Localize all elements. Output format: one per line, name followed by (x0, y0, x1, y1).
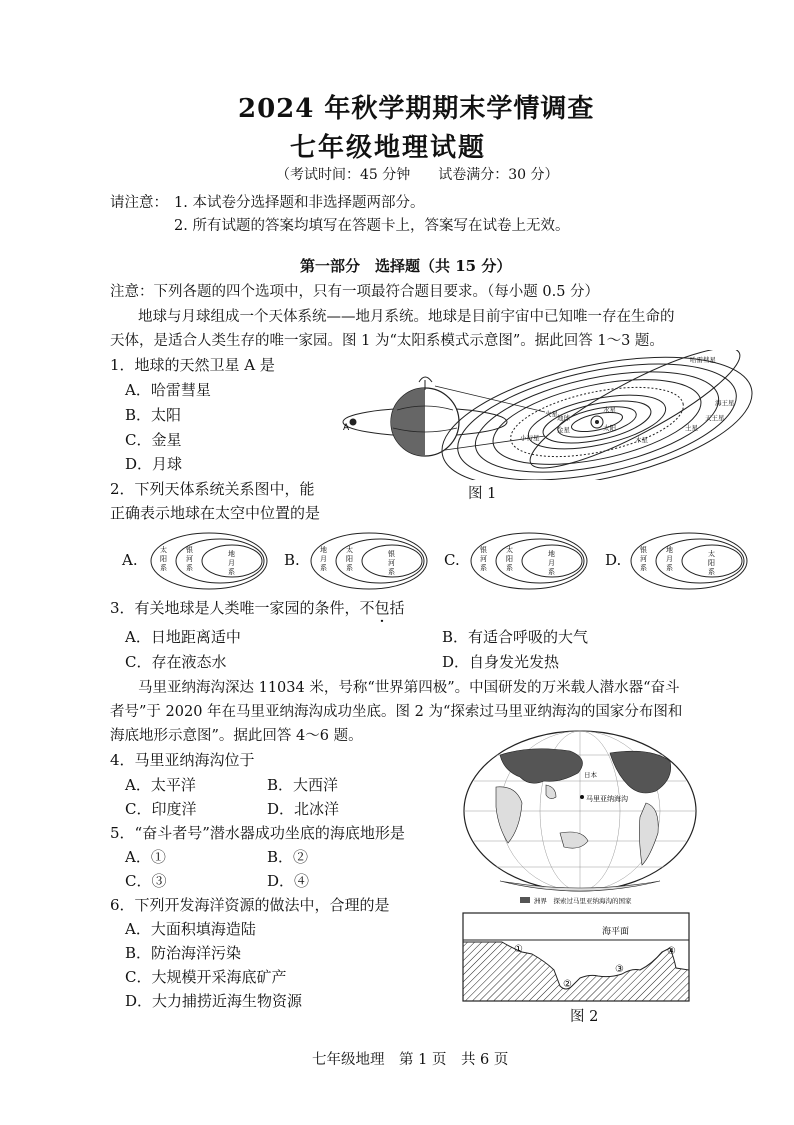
q2-diagram-b (308, 530, 430, 592)
q2-diagram-c (468, 530, 590, 592)
q4-option-a[interactable]: A．太平洋 (125, 776, 196, 794)
q2-option-c[interactable]: C. (444, 551, 460, 569)
notice-item-2: 2. 所有试题的答案均填写在答题卡上，答案写在试卷上无效。 (174, 218, 570, 234)
page-footer: 七年级地理 第 1 页 共 6 页 (312, 1052, 509, 1068)
map-legend: 洲界 探索过马里亚纳海沟的国家 (534, 897, 632, 905)
svg-text:地月系: 地月系 (548, 550, 555, 576)
mark-1: ① (514, 944, 523, 955)
q3-option-c[interactable]: C．存在液态水 (125, 653, 227, 671)
notice-label: 请注意： (110, 195, 168, 211)
q6-stem: 6．下列开发海洋资源的做法中，合理的是 (110, 896, 390, 914)
mark-3: ③ (615, 964, 624, 975)
q4-stem: 4．马里亚纳海沟位于 (110, 751, 255, 769)
label-halley: 哈雷彗星 (690, 356, 716, 364)
q4-option-d[interactable]: D．北冰洋 (267, 800, 340, 818)
q6-option-b[interactable]: B．防治海洋污染 (125, 944, 242, 962)
q6-option-c[interactable]: C．大规模开采海底矿产 (125, 968, 287, 986)
q3-stem (110, 597, 405, 618)
q1-option-d[interactable]: D．月球 (125, 455, 183, 473)
legend-swatch (520, 897, 530, 903)
q1-option-a[interactable]: A．哈雷彗星 (125, 381, 211, 399)
label-neptune: 海王星 (715, 399, 735, 407)
q5-option-b[interactable]: B．② (267, 848, 309, 866)
svg-text:太阳系: 太阳系 (506, 546, 513, 572)
passage2-line1: 马里亚纳海沟深达 11034 米，号称“世界第四极”。中国研发的万米载人潜水器“奋斗 (138, 680, 680, 696)
q1-stem: 1．地球的天然卫星 A 是 (110, 356, 275, 374)
figure1-caption: 图 1 (468, 486, 497, 502)
svg-text:银河系: 银河系 (480, 546, 487, 572)
q3-emphasis: 不包括 (359, 599, 405, 617)
q2-diagram-d (628, 530, 750, 592)
q1-option-b[interactable]: B．太阳 (125, 406, 182, 424)
q1-option-c[interactable]: C．金星 (125, 431, 182, 449)
intro-line-2: 天体，是适合人类生存的唯一家园。图 1 为“太阳系模式示意图”。据此回答 1～3 题。 (110, 333, 664, 349)
q5-option-d[interactable]: D．④ (267, 872, 310, 890)
mark-4: ④ (667, 946, 676, 957)
q2-stem-line2: 正确表示地球在太空中位置的是 (110, 504, 321, 522)
point-a-label: A (343, 423, 350, 433)
q2-option-b[interactable]: B. (284, 551, 300, 569)
q4-option-b[interactable]: B．大西洋 (267, 776, 339, 794)
earth-night-side (391, 388, 425, 456)
q5-option-c[interactable]: C．③ (125, 872, 167, 890)
passage2-line2: 者号”于 2020 年在马里亚纳海沟成功坐底。图 2 为“探索过马里亚纳海沟的国家分布图和 (110, 704, 683, 720)
map-label-japan: 日本 (584, 771, 597, 779)
moon-point (350, 419, 357, 426)
q3-option-b[interactable]: B．有适合呼吸的大气 (442, 628, 589, 646)
svg-text:银河系: 银河系 (640, 546, 647, 572)
sea-level-label: 海平面 (602, 927, 630, 937)
label-mars: 火星 (545, 410, 558, 418)
svg-text:太阳系: 太阳系 (346, 546, 353, 572)
q3-option-d[interactable]: D．自身发光发热 (442, 653, 560, 671)
label-sun: 太阳 (603, 424, 616, 432)
label-saturn: 土星 (685, 424, 698, 432)
a-outer-label: 太阳系 (160, 546, 167, 572)
part1-heading: 第一部分 选择题（共 15 分） (300, 257, 512, 275)
q6-option-a[interactable]: A．大面积填海造陆 (125, 920, 256, 938)
svg-text:银河系: 银河系 (388, 550, 395, 576)
world-map-figure (460, 725, 700, 907)
svg-text:银河系: 银河系 (186, 546, 193, 572)
notice-item-1: 1. 本试卷分选择题和非选择题两部分。 (174, 195, 425, 211)
svg-text:地月系: 地月系 (228, 550, 235, 576)
part1-note: 注意：下列各题的四个选项中，只有一项最符合题目要求。（每小题 0.5 分） (110, 284, 600, 300)
exam-info: （考试时间：45 分钟 试卷满分：30 分） (276, 167, 559, 183)
q3-option-a[interactable]: A．日地距离适中 (125, 628, 241, 646)
exam-title: 2024 年秋学期期末学情调查 (238, 94, 595, 124)
exam-subtitle: 七年级地理试题 (290, 133, 487, 163)
q2-option-a[interactable]: A. (122, 551, 138, 569)
q2-stem-line1: 2．下列天体系统关系图中，能 (110, 480, 315, 498)
passage2-line3: 海底地形示意图”。据此回答 4～6 题。 (110, 728, 363, 744)
solar-system-figure (335, 350, 755, 480)
label-earth: 地球 (557, 414, 570, 422)
label-venus: 金星 (557, 426, 570, 434)
label-asteroid: 小行星 (520, 434, 540, 442)
q5-stem: 5．“奋斗者号”潜水器成功坐底的海底地形是 (110, 824, 405, 842)
q4-option-c[interactable]: C．印度洋 (125, 800, 197, 818)
figure2-caption: 图 2 (570, 1009, 599, 1025)
trench-marker (580, 795, 584, 799)
svg-text:太阳系: 太阳系 (708, 550, 715, 576)
mark-2: ② (563, 979, 572, 990)
seafloor-profile (462, 912, 690, 1002)
svg-text:地月系: 地月系 (666, 546, 673, 572)
label-uranus: 天王星 (705, 414, 725, 422)
q2-option-d[interactable]: D. (605, 551, 622, 569)
map-label-trench: 马里亚纳海沟 (586, 795, 628, 803)
q5-option-a[interactable]: A．① (125, 848, 166, 866)
svg-text:地月系: 地月系 (320, 546, 327, 572)
q3-stem-text: 3．有关地球是人类唯一家园的条件， (110, 599, 360, 617)
q6-option-d[interactable]: D．大力捕捞近海生物资源 (125, 992, 303, 1010)
intro-line-1: 地球与月球组成一个天体系统——地月系统。地球是目前宇宙中已知唯一存在生命的 (138, 309, 675, 325)
label-jupiter: 木星 (635, 436, 648, 444)
q2-diagram-a (148, 530, 270, 592)
label-mercury: 水星 (603, 406, 616, 414)
